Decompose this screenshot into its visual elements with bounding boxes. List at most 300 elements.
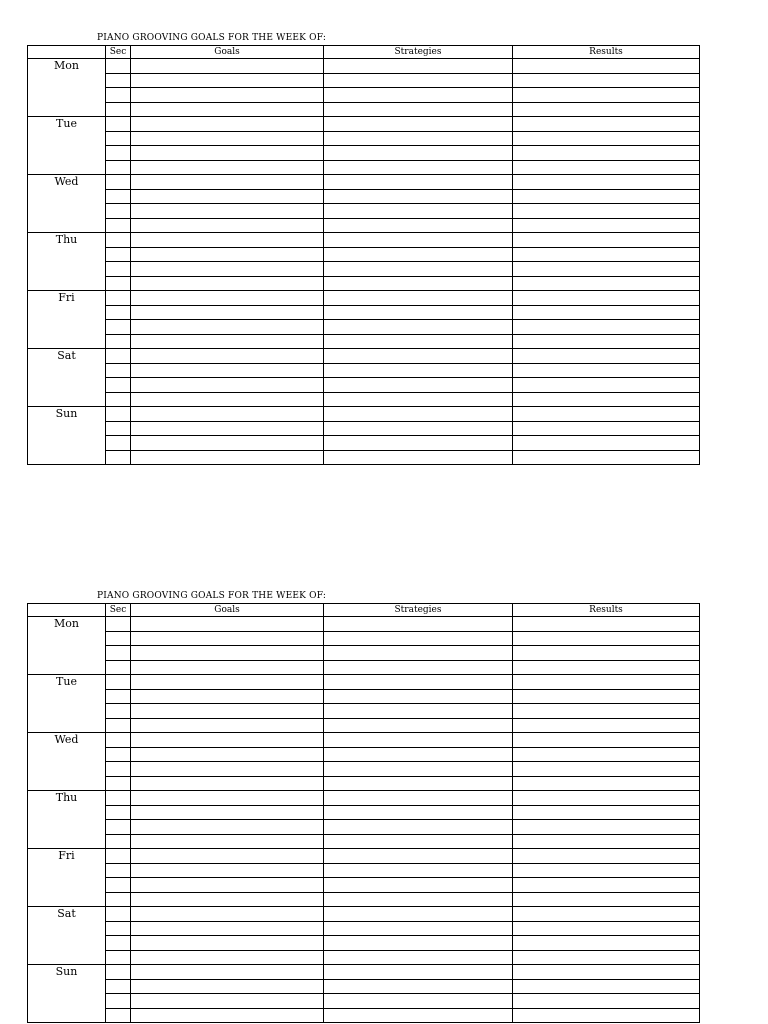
- strategies-cell[interactable]: [324, 617, 513, 632]
- table-row: [28, 994, 700, 1009]
- sec-cell[interactable]: [106, 334, 131, 349]
- strategies-cell[interactable]: [324, 631, 513, 646]
- goals-cell[interactable]: [131, 892, 324, 907]
- results-cell[interactable]: [513, 718, 700, 733]
- goals-cell[interactable]: [131, 718, 324, 733]
- goals-cell[interactable]: [131, 276, 324, 291]
- strategies-cell[interactable]: [324, 218, 513, 233]
- goals-cell[interactable]: [131, 617, 324, 632]
- sec-cell[interactable]: [106, 189, 131, 204]
- table-row: [28, 921, 700, 936]
- results-cell[interactable]: [513, 291, 700, 306]
- strategies-cell[interactable]: [324, 994, 513, 1009]
- sec-cell[interactable]: [106, 146, 131, 161]
- sec-cell[interactable]: [106, 631, 131, 646]
- strategies-cell[interactable]: [324, 718, 513, 733]
- sec-cell[interactable]: [106, 305, 131, 320]
- strategies-cell[interactable]: [324, 950, 513, 965]
- table-row: [28, 349, 700, 364]
- strategies-cell[interactable]: [324, 921, 513, 936]
- strategies-cell[interactable]: [324, 392, 513, 407]
- sec-cell[interactable]: [106, 660, 131, 675]
- header-goals: Goals: [131, 604, 324, 617]
- strategies-cell[interactable]: [324, 805, 513, 820]
- goals-cell[interactable]: [131, 747, 324, 762]
- goals-cell[interactable]: [131, 950, 324, 965]
- strategies-cell[interactable]: [324, 131, 513, 146]
- sec-cell[interactable]: [106, 59, 131, 74]
- goals-cell[interactable]: [131, 363, 324, 378]
- strategies-cell[interactable]: [324, 675, 513, 690]
- sec-cell[interactable]: [106, 704, 131, 719]
- header-strategies: Strategies: [324, 46, 513, 59]
- sec-cell[interactable]: [106, 675, 131, 690]
- results-cell[interactable]: [513, 189, 700, 204]
- day-label: Fri: [28, 291, 106, 349]
- sec-cell[interactable]: [106, 733, 131, 748]
- results-cell[interactable]: [513, 421, 700, 436]
- table-row: [28, 363, 700, 378]
- strategies-cell[interactable]: [324, 88, 513, 103]
- results-cell[interactable]: [513, 834, 700, 849]
- goals-cell[interactable]: [131, 675, 324, 690]
- day-label: Mon: [28, 59, 106, 117]
- sec-cell[interactable]: [106, 276, 131, 291]
- sec-cell[interactable]: [106, 718, 131, 733]
- table-row: [28, 73, 700, 88]
- results-cell[interactable]: [513, 233, 700, 248]
- strategies-cell[interactable]: [324, 820, 513, 835]
- strategies-cell[interactable]: [324, 320, 513, 335]
- results-cell[interactable]: [513, 646, 700, 661]
- strategies-cell[interactable]: [324, 349, 513, 364]
- results-cell[interactable]: [513, 994, 700, 1009]
- table-row: [28, 733, 700, 748]
- day-label: Sun: [28, 965, 106, 1023]
- sec-cell[interactable]: [106, 407, 131, 422]
- strategies-cell[interactable]: [324, 59, 513, 74]
- table-row: [28, 747, 700, 762]
- table-row: [28, 334, 700, 349]
- sec-cell[interactable]: [106, 117, 131, 132]
- day-label: Thu: [28, 233, 106, 291]
- results-cell[interactable]: [513, 218, 700, 233]
- strategies-cell[interactable]: [324, 276, 513, 291]
- table-row: [28, 305, 700, 320]
- table-row: [28, 849, 700, 864]
- results-cell[interactable]: [513, 305, 700, 320]
- header-results: Results: [513, 46, 700, 59]
- table-row: [28, 820, 700, 835]
- results-cell[interactable]: [513, 378, 700, 393]
- sec-cell[interactable]: [106, 73, 131, 88]
- results-cell[interactable]: [513, 820, 700, 835]
- strategies-cell[interactable]: [324, 102, 513, 117]
- strategies-cell[interactable]: [324, 646, 513, 661]
- results-cell[interactable]: [513, 675, 700, 690]
- strategies-cell[interactable]: [324, 436, 513, 451]
- day-label: Wed: [28, 175, 106, 233]
- table-row: [28, 146, 700, 161]
- header-row: [28, 604, 700, 617]
- strategies-cell[interactable]: [324, 979, 513, 994]
- strategies-cell[interactable]: [324, 878, 513, 893]
- results-cell[interactable]: [513, 392, 700, 407]
- goals-cell[interactable]: [131, 820, 324, 835]
- strategies-cell[interactable]: [324, 160, 513, 175]
- results-cell[interactable]: [513, 660, 700, 675]
- strategies-cell[interactable]: [324, 907, 513, 922]
- header-day: [28, 604, 106, 617]
- table-row: [28, 704, 700, 719]
- sec-cell[interactable]: [106, 102, 131, 117]
- strategies-cell[interactable]: [324, 849, 513, 864]
- results-cell[interactable]: [513, 349, 700, 364]
- goals-cell[interactable]: [131, 979, 324, 994]
- goals-cell[interactable]: [131, 689, 324, 704]
- table-row: [28, 160, 700, 175]
- day-label: Sat: [28, 349, 106, 407]
- table-row: [28, 320, 700, 335]
- goals-cell[interactable]: [131, 189, 324, 204]
- goals-cell[interactable]: [131, 776, 324, 791]
- results-cell[interactable]: [513, 704, 700, 719]
- sec-cell[interactable]: [106, 950, 131, 965]
- sec-cell[interactable]: [106, 247, 131, 262]
- strategies-cell[interactable]: [324, 247, 513, 262]
- table-row: [28, 189, 700, 204]
- results-cell[interactable]: [513, 320, 700, 335]
- strategies-cell[interactable]: [324, 733, 513, 748]
- results-cell[interactable]: [513, 276, 700, 291]
- results-cell[interactable]: [513, 1008, 700, 1023]
- goals-cell[interactable]: [131, 349, 324, 364]
- sec-cell[interactable]: [106, 762, 131, 777]
- planner-table: [27, 45, 700, 465]
- goals-cell[interactable]: [131, 994, 324, 1009]
- table-row: [28, 436, 700, 451]
- sec-cell[interactable]: [106, 878, 131, 893]
- table-row: [28, 392, 700, 407]
- goals-cell[interactable]: [131, 791, 324, 806]
- sec-cell[interactable]: [106, 436, 131, 451]
- results-cell[interactable]: [513, 762, 700, 777]
- strategies-cell[interactable]: [324, 965, 513, 980]
- sheet-title: PIANO GROOVING GOALS FOR THE WEEK OF:: [97, 591, 327, 601]
- strategies-cell[interactable]: [324, 363, 513, 378]
- results-cell[interactable]: [513, 436, 700, 451]
- sec-cell[interactable]: [106, 863, 131, 878]
- table-row: [28, 979, 700, 994]
- strategies-cell[interactable]: [324, 189, 513, 204]
- sec-cell[interactable]: [106, 392, 131, 407]
- table-row: [28, 233, 700, 248]
- goals-cell[interactable]: [131, 421, 324, 436]
- table-row: [28, 907, 700, 922]
- results-cell[interactable]: [513, 175, 700, 190]
- goals-cell[interactable]: [131, 233, 324, 248]
- results-cell[interactable]: [513, 936, 700, 951]
- sec-cell[interactable]: [106, 979, 131, 994]
- goals-cell[interactable]: [131, 247, 324, 262]
- sec-cell[interactable]: [106, 421, 131, 436]
- day-label: Tue: [28, 675, 106, 733]
- goals-cell[interactable]: [131, 378, 324, 393]
- results-cell[interactable]: [513, 805, 700, 820]
- strategies-cell[interactable]: [324, 421, 513, 436]
- results-cell[interactable]: [513, 262, 700, 277]
- strategies-cell[interactable]: [324, 1008, 513, 1023]
- goals-cell[interactable]: [131, 965, 324, 980]
- sec-cell[interactable]: [106, 747, 131, 762]
- results-cell[interactable]: [513, 407, 700, 422]
- table-row: [28, 1008, 700, 1023]
- goals-cell[interactable]: [131, 936, 324, 951]
- table-row: [28, 660, 700, 675]
- strategies-cell[interactable]: [324, 863, 513, 878]
- strategies-cell[interactable]: [324, 689, 513, 704]
- goals-cell[interactable]: [131, 733, 324, 748]
- strategies-cell[interactable]: [324, 117, 513, 132]
- goals-cell[interactable]: [131, 334, 324, 349]
- goals-cell[interactable]: [131, 660, 324, 675]
- sec-cell[interactable]: [106, 791, 131, 806]
- sec-cell[interactable]: [106, 689, 131, 704]
- results-cell[interactable]: [513, 88, 700, 103]
- table-row: [28, 805, 700, 820]
- sec-cell[interactable]: [106, 834, 131, 849]
- day-label: Fri: [28, 849, 106, 907]
- table-row: [28, 131, 700, 146]
- table-row: [28, 689, 700, 704]
- goals-cell[interactable]: [131, 849, 324, 864]
- goals-cell[interactable]: [131, 175, 324, 190]
- table-row: [28, 776, 700, 791]
- goals-cell[interactable]: [131, 631, 324, 646]
- strategies-cell[interactable]: [324, 747, 513, 762]
- results-cell[interactable]: [513, 247, 700, 262]
- sec-cell[interactable]: [106, 160, 131, 175]
- sec-cell[interactable]: [106, 776, 131, 791]
- sec-cell[interactable]: [106, 820, 131, 835]
- strategies-cell[interactable]: [324, 892, 513, 907]
- strategies-cell[interactable]: [324, 936, 513, 951]
- table-row: [28, 247, 700, 262]
- sec-cell[interactable]: [106, 921, 131, 936]
- goals-cell[interactable]: [131, 407, 324, 422]
- goals-cell[interactable]: [131, 450, 324, 465]
- table-row: [28, 863, 700, 878]
- goals-cell[interactable]: [131, 863, 324, 878]
- goals-cell[interactable]: [131, 320, 324, 335]
- results-cell[interactable]: [513, 117, 700, 132]
- results-cell[interactable]: [513, 450, 700, 465]
- sec-cell[interactable]: [106, 233, 131, 248]
- table-row: [28, 892, 700, 907]
- strategies-cell[interactable]: [324, 305, 513, 320]
- table-row: [28, 718, 700, 733]
- results-cell[interactable]: [513, 204, 700, 219]
- header-sec: Sec: [106, 46, 131, 59]
- results-cell[interactable]: [513, 334, 700, 349]
- sec-cell[interactable]: [106, 849, 131, 864]
- day-label: Mon: [28, 617, 106, 675]
- strategies-cell[interactable]: [324, 450, 513, 465]
- results-cell[interactable]: [513, 863, 700, 878]
- goals-cell[interactable]: [131, 921, 324, 936]
- results-cell[interactable]: [513, 907, 700, 922]
- goals-cell[interactable]: [131, 762, 324, 777]
- goals-cell[interactable]: [131, 704, 324, 719]
- sec-cell[interactable]: [106, 291, 131, 306]
- results-cell[interactable]: [513, 878, 700, 893]
- header-day: [28, 46, 106, 59]
- sec-cell[interactable]: [106, 378, 131, 393]
- planner-table: [27, 603, 700, 1023]
- goals-cell[interactable]: [131, 117, 324, 132]
- results-cell[interactable]: [513, 146, 700, 161]
- header-strategies: Strategies: [324, 604, 513, 617]
- results-cell[interactable]: [513, 363, 700, 378]
- sec-cell[interactable]: [106, 88, 131, 103]
- sec-cell[interactable]: [106, 936, 131, 951]
- table-row: [28, 878, 700, 893]
- results-cell[interactable]: [513, 102, 700, 117]
- goals-cell[interactable]: [131, 646, 324, 661]
- results-cell[interactable]: [513, 733, 700, 748]
- planner-sheet-2: [27, 591, 699, 1023]
- goals-cell[interactable]: [131, 73, 324, 88]
- table-row: [28, 218, 700, 233]
- results-cell[interactable]: [513, 617, 700, 632]
- results-cell[interactable]: [513, 73, 700, 88]
- goals-cell[interactable]: [131, 907, 324, 922]
- day-label: Sun: [28, 407, 106, 465]
- table-row: [28, 936, 700, 951]
- strategies-cell[interactable]: [324, 175, 513, 190]
- results-cell[interactable]: [513, 689, 700, 704]
- results-cell[interactable]: [513, 59, 700, 74]
- goals-cell[interactable]: [131, 88, 324, 103]
- sec-cell[interactable]: [106, 892, 131, 907]
- goals-cell[interactable]: [131, 59, 324, 74]
- table-row: [28, 88, 700, 103]
- strategies-cell[interactable]: [324, 660, 513, 675]
- table-row: [28, 675, 700, 690]
- results-cell[interactable]: [513, 979, 700, 994]
- day-label: Tue: [28, 117, 106, 175]
- goals-cell[interactable]: [131, 291, 324, 306]
- header-goals: Goals: [131, 46, 324, 59]
- strategies-cell[interactable]: [324, 204, 513, 219]
- strategies-cell[interactable]: [324, 378, 513, 393]
- strategies-cell[interactable]: [324, 762, 513, 777]
- strategies-cell[interactable]: [324, 262, 513, 277]
- results-cell[interactable]: [513, 892, 700, 907]
- goals-cell[interactable]: [131, 805, 324, 820]
- strategies-cell[interactable]: [324, 776, 513, 791]
- goals-cell[interactable]: [131, 1008, 324, 1023]
- sec-cell[interactable]: [106, 617, 131, 632]
- strategies-cell[interactable]: [324, 146, 513, 161]
- table-row: [28, 175, 700, 190]
- table-row: [28, 762, 700, 777]
- results-cell[interactable]: [513, 631, 700, 646]
- table-row: [28, 617, 700, 632]
- goals-cell[interactable]: [131, 204, 324, 219]
- results-cell[interactable]: [513, 950, 700, 965]
- sec-cell[interactable]: [106, 175, 131, 190]
- strategies-cell[interactable]: [324, 704, 513, 719]
- table-row: [28, 791, 700, 806]
- table-row: [28, 59, 700, 74]
- goals-cell[interactable]: [131, 305, 324, 320]
- sheet-title: PIANO GROOVING GOALS FOR THE WEEK OF:: [97, 33, 327, 43]
- goals-cell[interactable]: [131, 102, 324, 117]
- sec-cell[interactable]: [106, 262, 131, 277]
- table-row: [28, 378, 700, 393]
- results-cell[interactable]: [513, 160, 700, 175]
- goals-cell[interactable]: [131, 392, 324, 407]
- strategies-cell[interactable]: [324, 233, 513, 248]
- goals-cell[interactable]: [131, 131, 324, 146]
- goals-cell[interactable]: [131, 218, 324, 233]
- table-row: [28, 421, 700, 436]
- results-cell[interactable]: [513, 849, 700, 864]
- sec-cell[interactable]: [106, 907, 131, 922]
- sec-cell[interactable]: [106, 965, 131, 980]
- goals-cell[interactable]: [131, 878, 324, 893]
- goals-cell[interactable]: [131, 834, 324, 849]
- strategies-cell[interactable]: [324, 73, 513, 88]
- table-row: [28, 950, 700, 965]
- sec-cell[interactable]: [106, 131, 131, 146]
- goals-cell[interactable]: [131, 436, 324, 451]
- sec-cell[interactable]: [106, 1008, 131, 1023]
- sec-cell[interactable]: [106, 349, 131, 364]
- goals-cell[interactable]: [131, 160, 324, 175]
- results-cell[interactable]: [513, 131, 700, 146]
- table-row: [28, 631, 700, 646]
- table-row: [28, 834, 700, 849]
- goals-cell[interactable]: [131, 146, 324, 161]
- table-row: [28, 117, 700, 132]
- sec-cell[interactable]: [106, 363, 131, 378]
- goals-cell[interactable]: [131, 262, 324, 277]
- strategies-cell[interactable]: [324, 834, 513, 849]
- strategies-cell[interactable]: [324, 291, 513, 306]
- sec-cell[interactable]: [106, 450, 131, 465]
- strategies-cell[interactable]: [324, 791, 513, 806]
- strategies-cell[interactable]: [324, 407, 513, 422]
- sec-cell[interactable]: [106, 218, 131, 233]
- results-cell[interactable]: [513, 747, 700, 762]
- sec-cell[interactable]: [106, 320, 131, 335]
- sec-cell[interactable]: [106, 994, 131, 1009]
- strategies-cell[interactable]: [324, 334, 513, 349]
- table-row: [28, 407, 700, 422]
- results-cell[interactable]: [513, 776, 700, 791]
- table-row: [28, 450, 700, 465]
- sec-cell[interactable]: [106, 646, 131, 661]
- planner-sheet-1: [27, 33, 699, 465]
- sec-cell[interactable]: [106, 204, 131, 219]
- results-cell[interactable]: [513, 791, 700, 806]
- table-row: [28, 646, 700, 661]
- results-cell[interactable]: [513, 965, 700, 980]
- sec-cell[interactable]: [106, 805, 131, 820]
- results-cell[interactable]: [513, 921, 700, 936]
